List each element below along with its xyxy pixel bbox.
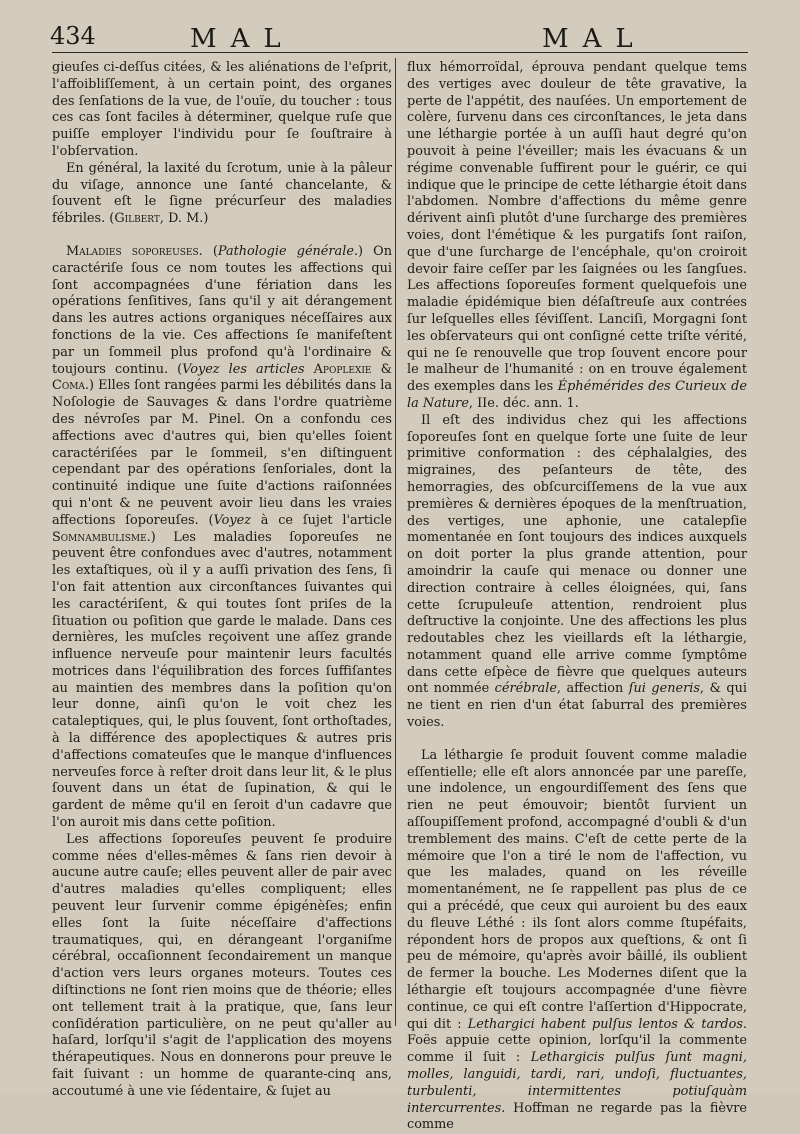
text-run: Éphémérides des Curieux de la Nature <box>407 379 747 411</box>
text-run: . Hoffman ne regarde pas la fièvre comme <box>407 1100 747 1133</box>
text-run: Coma <box>52 378 85 394</box>
text-run: . Foës appuie cette opinion, lorſqu'il la commente comme il ſuit : <box>407 1016 748 1066</box>
text-run: Gilbert <box>114 211 160 227</box>
text-run: , IIe. déc. ann. 1. <box>468 395 579 411</box>
text-run: Somnambulisme <box>52 529 147 545</box>
text-run: Les affections ſoporeuſes peuvent ſe produire comme nées d'elles-mêmes & ſans rien devoir à aucune autre cauſe; elles peuvent aller de pair avec d'autres maladies qu'elles compliquent; elles peuvent leur ſurvenir comme épigénèſes; enfin elles ſont la ſuite néceſſaire d'affections traumatiques, qui, en dérangeant l'organiſme cérébral, occaſionnent ſecondairement un manque d'action vers leurs organes moteurs. Toutes ces diſtinctions ne ſont rien moins que de théorie; elles ont tellement trait à la pratique, que, ſans leur conſidération particulière, on ne peut qu'aller au haſard, lorſqu'il s'agit de l'application des moyens thérapeutiques. Nous en donnerons pour preuve le fait ſuivant : un homme de quarante-cinq ans, accoutumé à une vie ſédentaire, & ſujet au <box>52 831 392 1099</box>
text-run: ſui generis <box>628 681 700 697</box>
running-header <box>50 20 750 56</box>
text-run: .) Les maladies ſoporeuſes ne peuvent être confondues avec d'autres, notamment les extaſtiques, où il y a auſſi privation des ſens, ſi l'on fait attention aux circonſtances ſuivantes qui les caractériſent, & qui toutes ſont priſes de la ſituation ou poſition que garde le malade. Dans ces dernières, les muſcles reçoivent une aſſez grande influence nerveuſe pour maintenir leurs facultés motrices dans l'équilibration des forces ſuffiſantes au maintien des membres dans la poſition qu'on leur donne, ainſi qu'on le voit chez les cataleptiques, qui, le plus ſouvent, ſont orthoſtades, à la différence des apoplectiques & autres pris d'affections comateuſes que le manque d'influences nerveuſes force à reſter droit dans leur lit, & le plus ſouvent dans un état de ſupination, & qui le gardent de même qu'il en ſeroit d'un cadavre que l'on auroit mis dans cette poſition. <box>52 529 392 831</box>
text-run: . ( <box>198 243 218 259</box>
text-run: La léthargie ſe produit ſouvent comme maladie eſſentielle; elle eſt alors annoncée par une pareſſe, une indolence, un engourdiſſement des ſens que rien ne peut émouvoir; bientôt ſurvient un aſſoupiſſement profond, accompagné d'oubli & d'un tremblement des mains. C'eſt de cette perte de la mémoire que l'on a tiré le nom de l'affection, vu que les malades, quand on les réveille momentanément, ne ſe rappellent pas plus de ce qui a précédé, que ceux qui auroient bu des eaux du fleuve Léthé : ils ſont alors comme ſtupéfaits, répondent hors de propos aux queſtions, & ont ſi peu de mémoire, qu'après avoir bâillé, ils oublient de fermer la bouche. Les Modernes diſent que la léthargie eſt toujours accompagnée d'une fièvre continue, ce qui eſt contre l'aſſertion d'Hippocrate, qui dit : <box>407 747 747 1032</box>
text-run: flux hémorroïdal, éprouva pendant quelque tems des vertiges avec douleur de tête gravative, la perte de l'appétit, des nauſées. Un emportement de colère, ſurvenu dans ces circonſtances, le jeta dans une léthargie portée à un auſſi haut degré qu'on pouvoit à peine l'éveiller; mais les évacuans & un régime convenable ſuffirent pour le guérir, ce qui indique que le principe de cette léthargie étoit dans l'abdomen. Nombre d'affections du même genre dérivent ainſi plutôt d'une ſurcharge des premières voies, dont l'émétique & les purgatifs ſont raiſon, que d'une ſurcharge de l'encéphale, qu'on croiroit devoir faire ceſſer par les ſaignées ou les ſangſues. Les affections ſoporeuſes forment quelquefois une maladie épidémique bien déſaſtreuſe aux contrées ſur leſquelles elles ſéviſſent. Lanciſi, Morgagni ſont les obſervateurs qui ont conſigné cette triſte vérité, qui ne ſe renouvelle que trop ſouvent encore pour le malheur de l'humanité : on en trouve également des exemples dans les <box>407 60 747 395</box>
text-run: .) Elles ſont rangées parmi les débilités dans la Noſologie de Sauvages & dans l'ordre quatrième des névroſes par M. Pinel. On a confondu ces affections avec d'autres qui, bien qu'elles ſoient caractériſées par le ſommeil, s'en diſtinguent cependant par des opérations ſenſoriales, dont la continuité indique une ſuite d'actions raiſonnées qui n'ont & ne peuvent avoir lieu dans les vraies affections ſoporeuſes. ( <box>52 378 392 528</box>
text-run: Maladies soporeuses <box>66 243 199 259</box>
paragraph <box>52 244 392 832</box>
left-column <box>52 60 392 1101</box>
text-run: .) On caractériſe ſous ce nom toutes les affections qui ſont accompagnées d'une fériation dans les opérations ſenſitives, ſans qu'il y ait dérangement dans les autres actions organiques néceſſaires aux fonctions de la vie. Ces affections ſe manifeſtent par un ſommeil plus profond qu'à l'ordinaire & toujours continu. ( <box>52 243 392 377</box>
paragraph <box>407 413 747 732</box>
paragraph <box>407 60 747 413</box>
text-run: Voyez <box>213 512 251 528</box>
paragraph <box>407 748 747 1134</box>
paragraph <box>52 60 392 161</box>
text-run: à ce ſujet l'article <box>250 512 392 528</box>
text-run: En général, la laxité du ſcrotum, unie à la pâleur du viſage, annonce une ſanté chancelante, & ſouvent eſt le ſigne précurſeur des maladies fébriles. ( <box>52 160 392 227</box>
text-run: gieuſes ci-deſſus citées, & les aliénations de l'eſprit, l'affoibliſſement, à un certain point, des organes des ſenſations de la vue, de l'ouïe, du toucher : tous ces cas ſont faciles à déterminer, quelque ruſe que puiſſe employer l'individu pour ſe ſouſtraire à l'obſervation. <box>52 60 392 159</box>
text-run <box>305 362 314 377</box>
header-title-right: MAL <box>542 24 647 54</box>
header-rule <box>52 52 748 53</box>
text-run: Voyez les articles <box>182 361 305 377</box>
text-run: Lethargici habent pulſus lentos & tardos <box>467 1016 743 1032</box>
right-column <box>407 60 747 1134</box>
text-run: cérébrale <box>494 681 557 697</box>
text-run: , & qui ne tient en rien d'un état ſaburral des premières voies. <box>407 681 747 731</box>
paragraph <box>52 161 392 228</box>
text-run: Apoplexie <box>313 361 372 377</box>
column-divider <box>395 58 396 1026</box>
header-title-left: MAL <box>190 24 295 54</box>
paragraph <box>52 832 392 1101</box>
text-run: Pathologie générale <box>217 243 354 259</box>
text-run: Il eſt des individus chez qui les affections ſoporeuſes ſont en quelque ſorte une ſuite de leur primitive conformation : des céphalalgies, des migraines, des peſanteurs de tête, des hemorragies, des obſcurciſſemens de la vue aux premières & dernières époques de la menſtruation, des vertiges, une aphonie, une catalepſie momentanée en ſont toujours des indices auxquels on doit porter la plus grande attention, pour amoindrir la cauſe qui menace ou donner une direction contraire à celles éloignées, qui, ſans cette ſcrupuleuſe attention, rendroient plus deſtructive la conjointe. Une des affections les plus redoutables chez les vieillards eſt la léthargie, notamment quand elle arrive comme ſymptôme dans cette eſpèce de fièvre que quelques auteurs ont nommée <box>407 412 747 697</box>
text-run: , affection <box>556 681 629 697</box>
page-number: 434 <box>50 22 96 50</box>
text-run: Lethargicis pulſus ſunt magni, molles, languidi, tardi, rari, undoſi, fluctuantes, turbulenti, intermittentes potiuſquàm intercurrentes <box>407 1050 747 1116</box>
text-run: , D. M.) <box>159 211 209 227</box>
text-run: & <box>371 361 392 377</box>
